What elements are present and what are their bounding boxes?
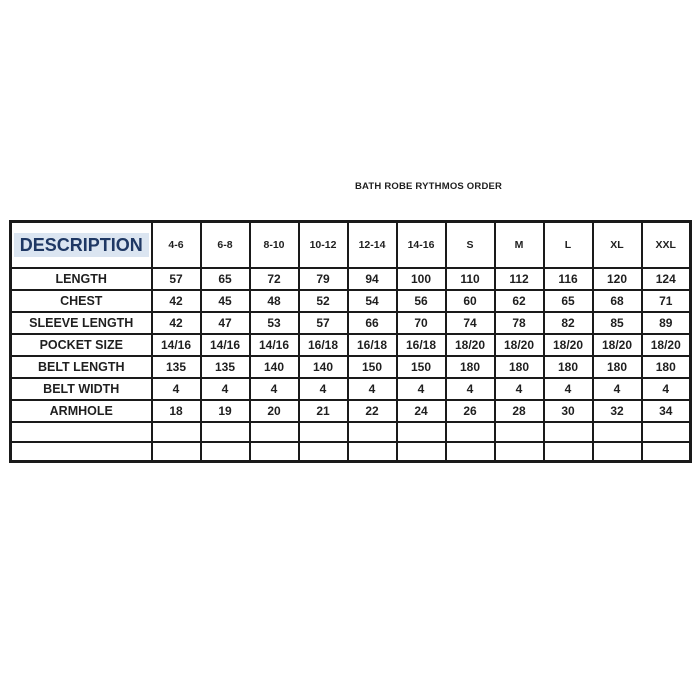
table-row [11, 312, 691, 334]
value-cell: 140 [250, 356, 299, 378]
row-label: LENGTH [11, 268, 152, 290]
value-cell: 18/20 [495, 334, 544, 356]
value-cell: 18/20 [446, 334, 495, 356]
value-cell: 124 [642, 268, 691, 290]
value-cell: 32 [593, 400, 642, 422]
value-cell: 4 [152, 378, 201, 400]
value-cell: 70 [397, 312, 446, 334]
size-header-cell: XL [593, 222, 642, 268]
size-chart-table [9, 220, 692, 463]
value-cell [250, 442, 299, 462]
row-label: SLEEVE LENGTH [11, 312, 152, 334]
value-cell: 85 [593, 312, 642, 334]
value-cell: 18/20 [642, 334, 691, 356]
value-cell: 4 [446, 378, 495, 400]
size-header-cell: 12-14 [348, 222, 397, 268]
value-cell: 120 [593, 268, 642, 290]
value-cell: 18/20 [593, 334, 642, 356]
value-cell: 180 [593, 356, 642, 378]
value-cell [299, 422, 348, 442]
size-header-cell: L [544, 222, 593, 268]
value-cell [299, 442, 348, 462]
value-cell: 79 [299, 268, 348, 290]
value-cell [446, 442, 495, 462]
value-cell: 26 [446, 400, 495, 422]
value-cell: 19 [201, 400, 250, 422]
table-row [11, 290, 691, 312]
value-cell: 72 [250, 268, 299, 290]
value-cell: 14/16 [152, 334, 201, 356]
value-cell [397, 422, 446, 442]
value-cell [348, 422, 397, 442]
table-row [11, 422, 691, 442]
value-cell [348, 442, 397, 462]
value-cell: 78 [495, 312, 544, 334]
page-title: BATH ROBE RYTHMOS ORDER [355, 181, 503, 192]
value-cell [201, 442, 250, 462]
value-cell [201, 422, 250, 442]
value-cell: 4 [250, 378, 299, 400]
value-cell: 110 [446, 268, 495, 290]
value-cell: 112 [495, 268, 544, 290]
value-cell [152, 442, 201, 462]
value-cell: 135 [152, 356, 201, 378]
value-cell [593, 422, 642, 442]
size-header-cell: XXL [642, 222, 691, 268]
size-header-cell: 14-16 [397, 222, 446, 268]
size-header-cell: 8-10 [250, 222, 299, 268]
value-cell [397, 442, 446, 462]
description-header-label: DESCRIPTION [14, 233, 149, 258]
table-row [11, 442, 691, 462]
value-cell [446, 422, 495, 442]
value-cell: 21 [299, 400, 348, 422]
row-label: CHEST [11, 290, 152, 312]
value-cell: 82 [544, 312, 593, 334]
value-cell: 16/18 [397, 334, 446, 356]
value-cell: 94 [348, 268, 397, 290]
table-row [11, 400, 691, 422]
value-cell: 65 [201, 268, 250, 290]
value-cell: 180 [446, 356, 495, 378]
header-row [11, 222, 691, 268]
value-cell [642, 422, 691, 442]
description-header-cell [11, 222, 152, 268]
value-cell [495, 422, 544, 442]
value-cell: 150 [397, 356, 446, 378]
value-cell: 180 [642, 356, 691, 378]
value-cell: 4 [299, 378, 348, 400]
size-header-cell: M [495, 222, 544, 268]
value-cell: 60 [446, 290, 495, 312]
value-cell: 4 [348, 378, 397, 400]
row-label: POCKET SIZE [11, 334, 152, 356]
value-cell [593, 442, 642, 462]
value-cell: 28 [495, 400, 544, 422]
value-cell: 68 [593, 290, 642, 312]
value-cell [250, 422, 299, 442]
value-cell [495, 442, 544, 462]
value-cell: 66 [348, 312, 397, 334]
value-cell: 14/16 [201, 334, 250, 356]
table-row [11, 356, 691, 378]
size-header-cell: S [446, 222, 495, 268]
value-cell: 16/18 [299, 334, 348, 356]
value-cell: 14/16 [250, 334, 299, 356]
table-row [11, 334, 691, 356]
value-cell: 30 [544, 400, 593, 422]
size-header-cell: 6-8 [201, 222, 250, 268]
value-cell [642, 442, 691, 462]
value-cell: 54 [348, 290, 397, 312]
value-cell [544, 422, 593, 442]
value-cell [152, 422, 201, 442]
value-cell: 34 [642, 400, 691, 422]
table-row [11, 268, 691, 290]
row-label [11, 422, 152, 442]
size-table-body [11, 222, 691, 462]
value-cell: 18/20 [544, 334, 593, 356]
row-label: BELT WIDTH [11, 378, 152, 400]
value-cell: 20 [250, 400, 299, 422]
row-label: ARMHOLE [11, 400, 152, 422]
value-cell: 56 [397, 290, 446, 312]
value-cell: 52 [299, 290, 348, 312]
size-header-cell: 4-6 [152, 222, 201, 268]
value-cell: 47 [201, 312, 250, 334]
value-cell: 116 [544, 268, 593, 290]
value-cell: 4 [544, 378, 593, 400]
value-cell: 180 [544, 356, 593, 378]
value-cell: 62 [495, 290, 544, 312]
value-cell: 100 [397, 268, 446, 290]
value-cell: 42 [152, 290, 201, 312]
value-cell: 42 [152, 312, 201, 334]
value-cell: 4 [397, 378, 446, 400]
value-cell: 57 [152, 268, 201, 290]
value-cell: 4 [495, 378, 544, 400]
value-cell: 135 [201, 356, 250, 378]
value-cell: 150 [348, 356, 397, 378]
value-cell: 89 [642, 312, 691, 334]
value-cell [544, 442, 593, 462]
row-label [11, 442, 152, 462]
value-cell: 4 [593, 378, 642, 400]
value-cell: 48 [250, 290, 299, 312]
value-cell: 180 [495, 356, 544, 378]
value-cell: 4 [642, 378, 691, 400]
value-cell: 22 [348, 400, 397, 422]
row-label: BELT LENGTH [11, 356, 152, 378]
value-cell: 45 [201, 290, 250, 312]
value-cell: 140 [299, 356, 348, 378]
value-cell: 24 [397, 400, 446, 422]
value-cell: 4 [201, 378, 250, 400]
size-header-cell: 10-12 [299, 222, 348, 268]
value-cell: 65 [544, 290, 593, 312]
value-cell: 53 [250, 312, 299, 334]
value-cell: 57 [299, 312, 348, 334]
table-row [11, 378, 691, 400]
value-cell: 18 [152, 400, 201, 422]
value-cell: 16/18 [348, 334, 397, 356]
value-cell: 71 [642, 290, 691, 312]
value-cell: 74 [446, 312, 495, 334]
